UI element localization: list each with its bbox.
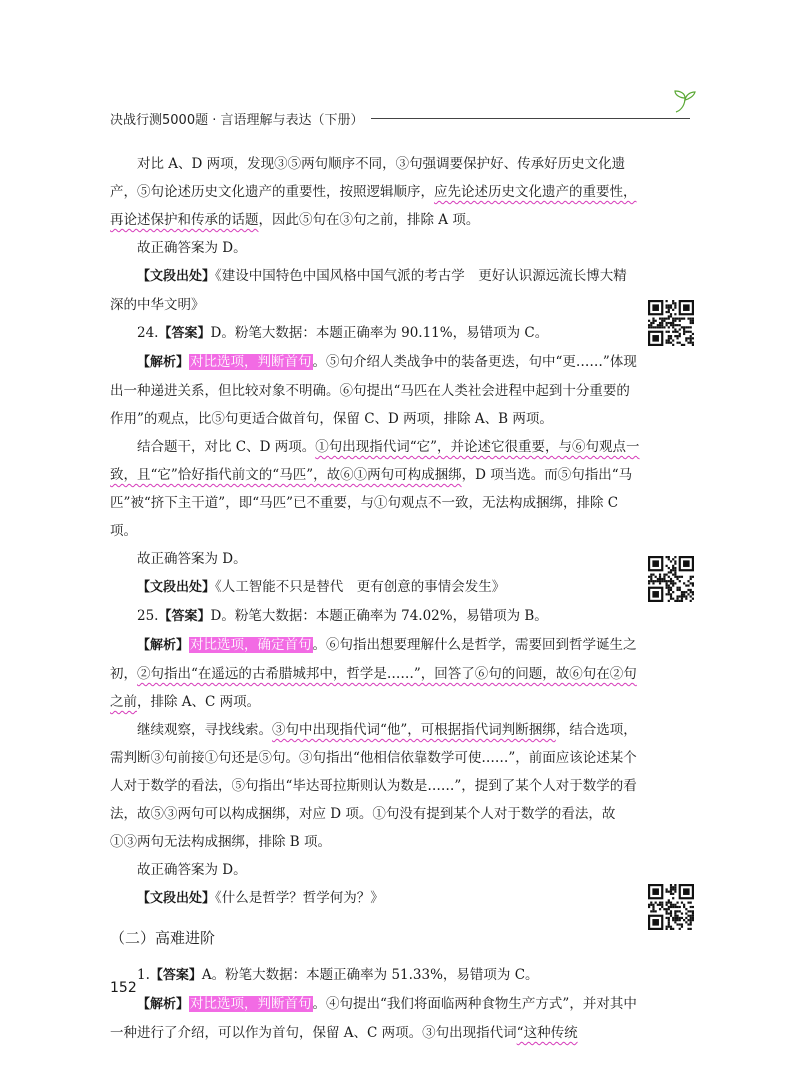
page-number: 152	[110, 980, 137, 996]
q23-paragraph: 对比 A、D 两项，发现③⑤两句顺序不同，③句强调要保护好、传承好历史文化遗产，⑤句论述历史文化遗产的重要性，按照逻辑顺序，应先论述历史文化遗产的重要性，再论述保护和传承的话题，因此⑤句在③句之前，排除 A 项。	[110, 156, 637, 228]
q23-source: 【文段出处】《建设中国特色中国风格中国气派的考古学 更好认识源远流长博大精深的中华文明》	[110, 268, 627, 313]
q24-paragraph-2: 结合题干，对比 C、D 两项。①句出现指代词“它”，并论述它很重要，与⑥句观点一致，且“它”恰好指代前文的“马匹”，故⑥①两句可构成捆绑，D 项当选。而⑤句指出“马匹”被“挤下主干道”，即“马匹”已不重要，与①句观点不一致，无法构成捆绑，排除 C 项。	[110, 439, 640, 539]
q24-answer: 故正确答案为 D。	[137, 551, 247, 567]
q25-source: 【文段出处】《什么是哲学？哲学何为？》	[137, 890, 384, 906]
q24-source: 【文段出处】《人工智能不只是替代 更有创意的事情会发生》	[137, 579, 506, 595]
q25-answer-line: 25.【答案】D。粉笔大数据：本题正确率为 74.02%，易错项为 B。	[137, 608, 548, 624]
section-heading: （二）高难进阶	[110, 929, 216, 947]
book-title: 决战行测5000题 · 言语理解与表达（下册）	[110, 112, 364, 128]
wavy-emphasis: 应先论述历史文化遗产的重要性，再论述保护和传承的话题	[110, 184, 637, 228]
qr-code-icon[interactable]	[648, 884, 694, 930]
header-rule	[371, 118, 690, 119]
adv1-analysis: 【解析】对比选项，判断首句。④句提出“我们将面临两种食物生产方式”，并对其中一种进行了介绍，可以作为首句，保留 A、C 两项。③句出现指代词“这种传统	[110, 996, 637, 1041]
highlight-tag: 对比选项，确定首句	[190, 637, 312, 653]
q24-analysis: 【解析】对比选项，判断首句。⑤句介绍人类战争中的装备更迭，句中“更……”体现出一种递进关系，但比较对象不明确。⑥句提出“马匹在人类社会进程中起到十分重要的作用”的观点，比⑤句更适合做首句，保留 C、D 两项，排除 A、B 两项。	[110, 354, 637, 427]
highlight-tag: 对比选项，判断首句	[190, 354, 312, 370]
qr-code-icon[interactable]	[648, 556, 694, 602]
q25-paragraph-2: 继续观察，寻找线索。③句中出现指代词“他”，可根据指代词判断捆绑，结合选项，需判断③句前接①句还是⑤句。③句指出“他相信依靠数学可使……”，前面应该论述某个人对于数学的看法，⑤句指出“毕达哥拉斯则认为数是……”，提到了某个人对于数学的看法，故⑤③两句可以构成捆绑，对应 D 项。①句没有提到某个人对于数学的看法，故①③两句无法构成捆绑，排除 B 项。	[110, 722, 637, 850]
wavy-emphasis: “这种传统	[516, 1025, 578, 1041]
page-body	[110, 150, 640, 1047]
wavy-emphasis: ②句指出“在遥远的古希腊城邦中，哲学是……”，回答了⑥句的问题，故⑥句在②句之前	[110, 666, 637, 710]
highlight-tag: 对比选项，判断首句	[190, 996, 312, 1012]
q24-answer-line: 24.【答案】D。粉笔大数据：本题正确率为 90.11%，易错项为 C。	[137, 325, 549, 341]
wavy-emphasis: ①句出现指代词“它”，并论述它很重要，与⑥句观点一致，且“它”恰好指代前文的“马匹”，故⑥①两句可构成捆绑	[110, 439, 640, 483]
qr-code-icon[interactable]	[648, 300, 694, 346]
q25-answer: 故正确答案为 D。	[137, 862, 247, 878]
wavy-emphasis: ③句中出现指代词“他”，可根据指代词判断捆绑	[272, 722, 556, 738]
adv1-answer-line: 1.【答案】A。粉笔大数据：本题正确率为 51.33%，易错项为 C。	[137, 967, 539, 983]
q23-answer: 故正确答案为 D。	[137, 240, 247, 256]
q25-analysis: 【解析】对比选项，确定首句。⑥句指出想要理解什么是哲学，需要回到哲学诞生之初，②句指出“在遥远的古希腊城邦中，哲学是……”，回答了⑥句的问题，故⑥句在②句之前，排除 A、C 两项。	[110, 637, 637, 710]
leaf-icon	[672, 90, 700, 116]
running-header	[110, 108, 690, 128]
